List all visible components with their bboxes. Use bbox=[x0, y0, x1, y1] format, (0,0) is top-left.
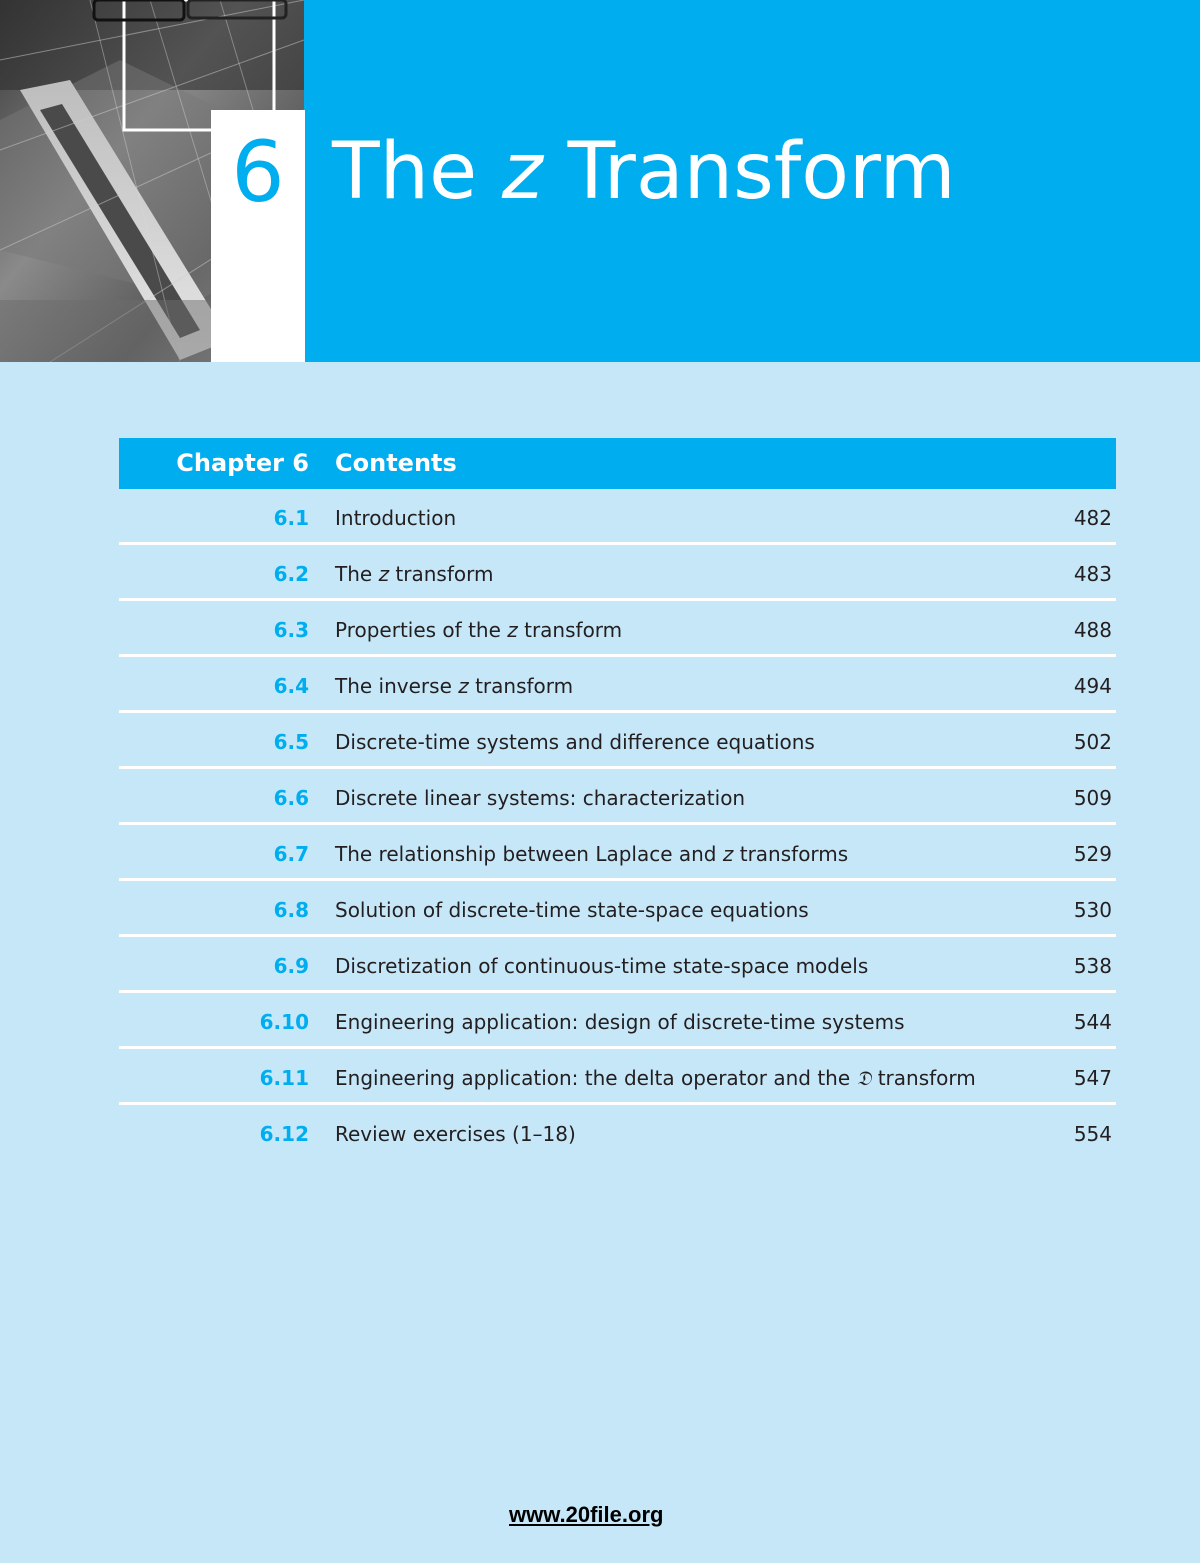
toc-entry-title-suffix: transform bbox=[389, 562, 494, 586]
toc-entry-title-variable: z bbox=[458, 674, 469, 698]
chapter-title bbox=[332, 124, 956, 220]
toc-entry-number: 6.3 bbox=[273, 618, 309, 642]
chapter-number: 6 bbox=[231, 123, 285, 221]
toc-entry[interactable] bbox=[119, 937, 1116, 993]
toc-entry-number: 6.11 bbox=[259, 1066, 309, 1090]
chapter-title-prefix: The bbox=[332, 127, 502, 217]
toc-entry-title bbox=[335, 1066, 976, 1090]
toc-entry-title-text: The relationship between Laplace and bbox=[335, 842, 723, 866]
toc-entry-page: 547 bbox=[1073, 1066, 1112, 1090]
toc-entry-title-variable: z bbox=[507, 618, 518, 642]
toc-entry-title bbox=[335, 1122, 576, 1146]
toc-entry-title-variable: z bbox=[378, 562, 390, 586]
toc-entry-page: 483 bbox=[1073, 562, 1112, 586]
toc-header-contents-label: Contents bbox=[335, 449, 457, 477]
toc-entry-title bbox=[335, 618, 622, 642]
toc-entry-page: 488 bbox=[1073, 618, 1112, 642]
toc-entry-page: 509 bbox=[1073, 786, 1112, 810]
toc-entry-page: 502 bbox=[1073, 730, 1112, 754]
toc-entry-number: 6.5 bbox=[273, 730, 309, 754]
toc-entry-title-text: Introduction bbox=[335, 506, 457, 530]
toc-list bbox=[119, 489, 1116, 1161]
toc-entry-page: 538 bbox=[1073, 954, 1112, 978]
toc-entry-title bbox=[335, 842, 848, 866]
toc-header-chapter-label: Chapter 6 bbox=[176, 449, 309, 477]
toc-entry-title-text: Discrete-time systems and difference equations bbox=[335, 730, 815, 754]
toc-entry[interactable] bbox=[119, 993, 1116, 1049]
toc-entry-title-suffix: transform bbox=[517, 618, 623, 642]
toc-entry[interactable] bbox=[119, 825, 1116, 881]
toc-entry-number: 6.1 bbox=[273, 506, 309, 530]
toc-entry-title bbox=[335, 674, 573, 698]
toc-entry-title-text: Engineering application: the delta operator and the bbox=[335, 1066, 857, 1090]
toc-entry-number: 6.12 bbox=[259, 1122, 309, 1146]
toc-entry-title-variable: z bbox=[722, 842, 734, 866]
toc-entry-page: 544 bbox=[1073, 1010, 1112, 1034]
toc-entry-title bbox=[335, 1010, 905, 1034]
toc-entry-title bbox=[335, 730, 815, 754]
toc-entry-title-text: Solution of discrete-time state-space equations bbox=[335, 898, 809, 922]
toc-entry-page: 482 bbox=[1073, 506, 1112, 530]
toc-entry[interactable] bbox=[119, 601, 1116, 657]
toc-entry[interactable] bbox=[119, 769, 1116, 825]
toc-entry-title-suffix: transform bbox=[468, 674, 574, 698]
toc-entry-number: 6.6 bbox=[273, 786, 309, 810]
toc-entry-title-text: The bbox=[335, 562, 379, 586]
toc-entry[interactable] bbox=[119, 1105, 1116, 1161]
toc-entry-number: 6.8 bbox=[273, 898, 309, 922]
footer-website-link[interactable]: www.20file.org bbox=[509, 1502, 664, 1527]
toc-entry-number: 6.7 bbox=[273, 842, 309, 866]
toc-entry-title-text: Review exercises (1–18) bbox=[335, 1122, 576, 1146]
toc-entry[interactable] bbox=[119, 489, 1116, 545]
toc-entry[interactable] bbox=[119, 713, 1116, 769]
toc-entry-title-text: The inverse bbox=[335, 674, 459, 698]
toc-entry-title-variable: 𝔇 bbox=[856, 1066, 872, 1090]
toc-entry-page: 530 bbox=[1073, 898, 1112, 922]
toc-entry-page: 529 bbox=[1073, 842, 1112, 866]
toc-entry-number: 6.2 bbox=[273, 562, 309, 586]
toc-entry-title bbox=[335, 786, 745, 810]
toc-entry-title bbox=[335, 898, 809, 922]
toc-entry-title bbox=[335, 954, 868, 978]
toc-header bbox=[119, 438, 1116, 489]
toc-entry-title-suffix: transform bbox=[871, 1066, 976, 1090]
toc-entry-title-text: Discretization of continuous-time state-space models bbox=[335, 954, 869, 978]
toc-entry-title-text: Discrete linear systems: characterization bbox=[335, 786, 746, 810]
toc-entry[interactable] bbox=[119, 1049, 1116, 1105]
toc-entry-number: 6.4 bbox=[273, 674, 309, 698]
toc-entry-number: 6.9 bbox=[273, 954, 309, 978]
toc-entry-title-text: Properties of the bbox=[335, 618, 508, 642]
toc-entry[interactable] bbox=[119, 657, 1116, 713]
toc-entry-title-suffix: transforms bbox=[733, 842, 849, 866]
chapter-title-suffix: Transform bbox=[542, 127, 956, 217]
toc-entry-page: 494 bbox=[1073, 674, 1112, 698]
toc-entry-page: 554 bbox=[1073, 1122, 1112, 1146]
toc-entry-title-text: Engineering application: design of discrete-time systems bbox=[335, 1010, 905, 1034]
toc-entry-title bbox=[335, 562, 493, 586]
toc-entry-number: 6.10 bbox=[259, 1010, 309, 1034]
toc-entry-title bbox=[335, 506, 456, 530]
chapter-title-variable: z bbox=[501, 127, 543, 217]
toc-entry[interactable] bbox=[119, 881, 1116, 937]
toc-entry[interactable] bbox=[119, 545, 1116, 601]
